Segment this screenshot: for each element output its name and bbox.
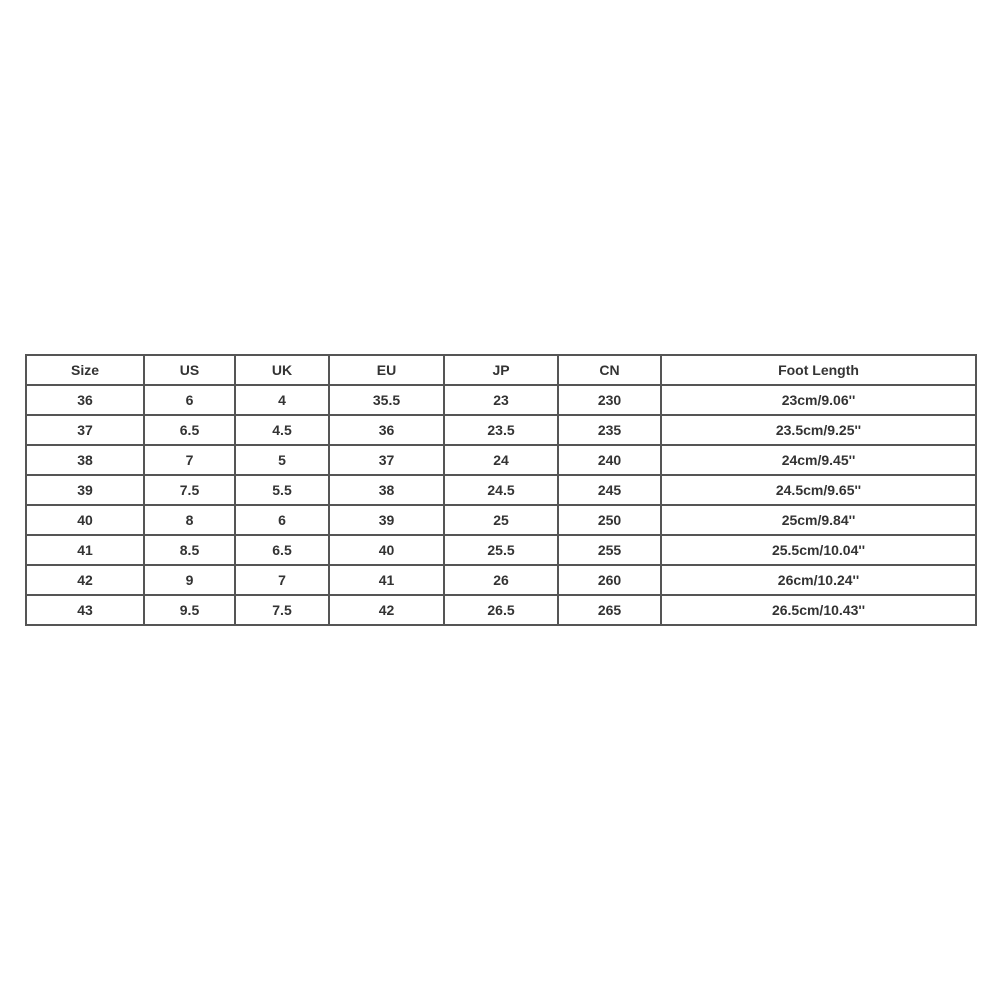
table-row [26,535,976,565]
table-row [26,505,976,535]
table-row [26,445,976,475]
table-row [26,565,976,595]
cell-eu: 41 [329,565,444,595]
cell-us: 8 [144,505,235,535]
cell-jp: 25.5 [444,535,558,565]
cell-us: 7.5 [144,475,235,505]
table-row [26,385,976,415]
cell-size: 39 [26,475,144,505]
cell-uk: 6.5 [235,535,329,565]
cell-foot-length: 26.5cm/10.43'' [661,595,976,625]
cell-jp: 25 [444,505,558,535]
cell-size: 40 [26,505,144,535]
cell-uk: 5.5 [235,475,329,505]
header-cell-size: Size [26,355,144,385]
cell-eu: 35.5 [329,385,444,415]
cell-uk: 7 [235,565,329,595]
header-cell-cn: CN [558,355,661,385]
table-row [26,475,976,505]
header-cell-foot-length: Foot Length [661,355,976,385]
cell-us: 6.5 [144,415,235,445]
cell-foot-length: 25cm/9.84'' [661,505,976,535]
table-row [26,415,976,445]
cell-cn: 260 [558,565,661,595]
cell-eu: 42 [329,595,444,625]
cell-foot-length: 24.5cm/9.65'' [661,475,976,505]
cell-uk: 6 [235,505,329,535]
cell-eu: 36 [329,415,444,445]
cell-eu: 37 [329,445,444,475]
header-cell-us: US [144,355,235,385]
cell-uk: 7.5 [235,595,329,625]
cell-size: 38 [26,445,144,475]
size-chart-table [25,354,977,626]
cell-eu: 40 [329,535,444,565]
cell-cn: 230 [558,385,661,415]
cell-foot-length: 25.5cm/10.04'' [661,535,976,565]
cell-us: 8.5 [144,535,235,565]
cell-us: 9.5 [144,595,235,625]
cell-uk: 4 [235,385,329,415]
table-row [26,595,976,625]
cell-cn: 245 [558,475,661,505]
cell-cn: 265 [558,595,661,625]
header-row [26,355,976,385]
cell-size: 36 [26,385,144,415]
cell-cn: 255 [558,535,661,565]
cell-us: 7 [144,445,235,475]
cell-foot-length: 23cm/9.06'' [661,385,976,415]
cell-uk: 4.5 [235,415,329,445]
cell-foot-length: 26cm/10.24'' [661,565,976,595]
header-cell-jp: JP [444,355,558,385]
cell-foot-length: 24cm/9.45'' [661,445,976,475]
header-cell-uk: UK [235,355,329,385]
cell-size: 37 [26,415,144,445]
cell-cn: 235 [558,415,661,445]
cell-jp: 26 [444,565,558,595]
cell-cn: 240 [558,445,661,475]
cell-size: 42 [26,565,144,595]
size-chart [25,354,975,626]
cell-us: 6 [144,385,235,415]
cell-jp: 23.5 [444,415,558,445]
cell-jp: 26.5 [444,595,558,625]
cell-size: 41 [26,535,144,565]
cell-eu: 39 [329,505,444,535]
cell-foot-length: 23.5cm/9.25'' [661,415,976,445]
header-cell-eu: EU [329,355,444,385]
cell-jp: 24 [444,445,558,475]
cell-us: 9 [144,565,235,595]
cell-size: 43 [26,595,144,625]
cell-uk: 5 [235,445,329,475]
cell-eu: 38 [329,475,444,505]
cell-jp: 24.5 [444,475,558,505]
cell-jp: 23 [444,385,558,415]
cell-cn: 250 [558,505,661,535]
